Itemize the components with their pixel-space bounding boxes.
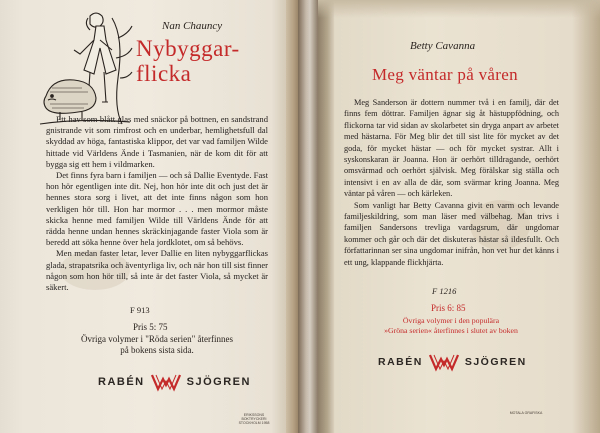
printer-line: STOCKHOLM 1958 bbox=[238, 421, 270, 425]
left-book-series-note-line2: på bokens sista sida. bbox=[120, 345, 194, 355]
publisher-name-right: SJÖGREN bbox=[464, 356, 527, 368]
right-book-blurb bbox=[344, 97, 559, 268]
right-book-series-note-line2: »Gröna serien« återfinnes i slutet av boken bbox=[384, 326, 518, 335]
books-gap bbox=[298, 0, 318, 433]
left-book-blurb-paragraph: Men medan faster letar, lever Dallie en liten nybyggarflickas glada, strapatsrika och äventyrliga liv, och när hon till sist finner någon som hon hör till, så inte är det faster Viola, så mycket är säkert. bbox=[46, 248, 268, 293]
publisher-name-right: SJÖGREN bbox=[186, 376, 251, 388]
left-book-blurb-paragraph: Det finns fyra barn i familjen — och så Dallie Eventyde. Fast hon hör egentligen inte dit. Nej, hon hör inte dit och just det är hennes stora sorg i livet, att det inte finns någon som hon verkligen hör till. Hon har mormor . . . men mormor måste skicka henne med familjen Wilde till Världens Ände för att rädda henne undan hennes skräckinjagande faster Viola som är beredd att söka henne över hela jordklotet, om så behövs. bbox=[46, 170, 268, 248]
left-book-price: Pris 5: 75 bbox=[133, 322, 168, 332]
left-book-title-line1: Nybyggar- bbox=[136, 36, 240, 61]
rabensjogren-logo-icon bbox=[429, 352, 459, 372]
left-book-title-line2: flicka bbox=[136, 61, 192, 86]
left-book-series-note bbox=[72, 334, 242, 356]
right-book-price: Pris 6: 85 bbox=[431, 303, 466, 313]
right-book-series-note bbox=[376, 316, 526, 336]
left-book-printer-note bbox=[232, 413, 276, 425]
publisher-name-left: RABÉN bbox=[98, 376, 145, 388]
left-book-code: F 913 bbox=[130, 305, 150, 315]
left-book-page-edge bbox=[286, 0, 298, 433]
left-book-publisher-imprint bbox=[98, 372, 251, 392]
right-book-spine bbox=[318, 0, 334, 433]
right-book-series-note-line1: Övriga volymer i den populära bbox=[402, 316, 500, 325]
rabensjogren-logo-icon bbox=[151, 372, 181, 392]
left-book-author: Nan Chauncy bbox=[162, 20, 223, 32]
right-book-publisher-imprint bbox=[378, 352, 527, 372]
printer-line: ERIKSSONS BOKTRYCKERI bbox=[241, 413, 267, 421]
left-book-title bbox=[136, 36, 286, 86]
left-book-blurb-paragraph: Ett hav som blått glas med snäckor på bottnen, en sandstrand gnistrande vit som rimfrost och en underbar, hemlighetsfull dal skyddad av höga, fantastiska klippor, det var vad familjen Wilde hittade vid Världens Ände i Tasmanien, när de kom dit för att bygga sig ett hem i vildmarken. bbox=[46, 114, 268, 169]
left-book-series-note-line1: Övriga volymer i "Röda serien" återfinnes bbox=[80, 334, 234, 344]
right-book-printer-note: MOTALA GRAFISKA bbox=[509, 411, 543, 415]
right-book-top-wear bbox=[318, 0, 600, 18]
left-book-blurb bbox=[46, 114, 268, 293]
right-book-title: Meg väntar på våren bbox=[372, 65, 518, 84]
right-book-author: Betty Cavanna bbox=[410, 40, 476, 52]
publisher-name-left: RABÉN bbox=[378, 356, 423, 368]
right-book-blurb-paragraph: Som vanligt har Betty Cavanna givit en varm och levande familjeskildring, som man läser med välbehag. Man trivs i familjen Sandersons trevliga vardagsrum, där ungdomar kommer och går och där det diskuteras hästar så ildesfullt. Och författarinnan ser sina ungdomar inifrån, hon vet hur det känns i ett ung, klappande flickhjärta. bbox=[344, 200, 559, 267]
right-book-blurb-paragraph: Meg Sanderson är dottern nummer två i en familj, där det finns fem döttrar. Familjen ägnar sig åt hästuppfödning, och flickorna tar vid sidan av skolarbetet sin dryga anpart av arbetet med hästarna. För Meg blir det till sist lite för mycket av det goda, för mycket hästar — och för mycket systrar. Allt i syskonskaran är Joanna. Hon är oerhört tilldragande, oerhört omsvärmad och oerhört självisk. Meg förälskar sig ställa och intensivt i en av alla de där, som svärmar kring Joanna. Meg väntar på våren — och kärleken. bbox=[344, 98, 559, 199]
right-book-code: F 1216 bbox=[432, 286, 457, 296]
girl-with-wombat-illustration bbox=[38, 8, 134, 128]
